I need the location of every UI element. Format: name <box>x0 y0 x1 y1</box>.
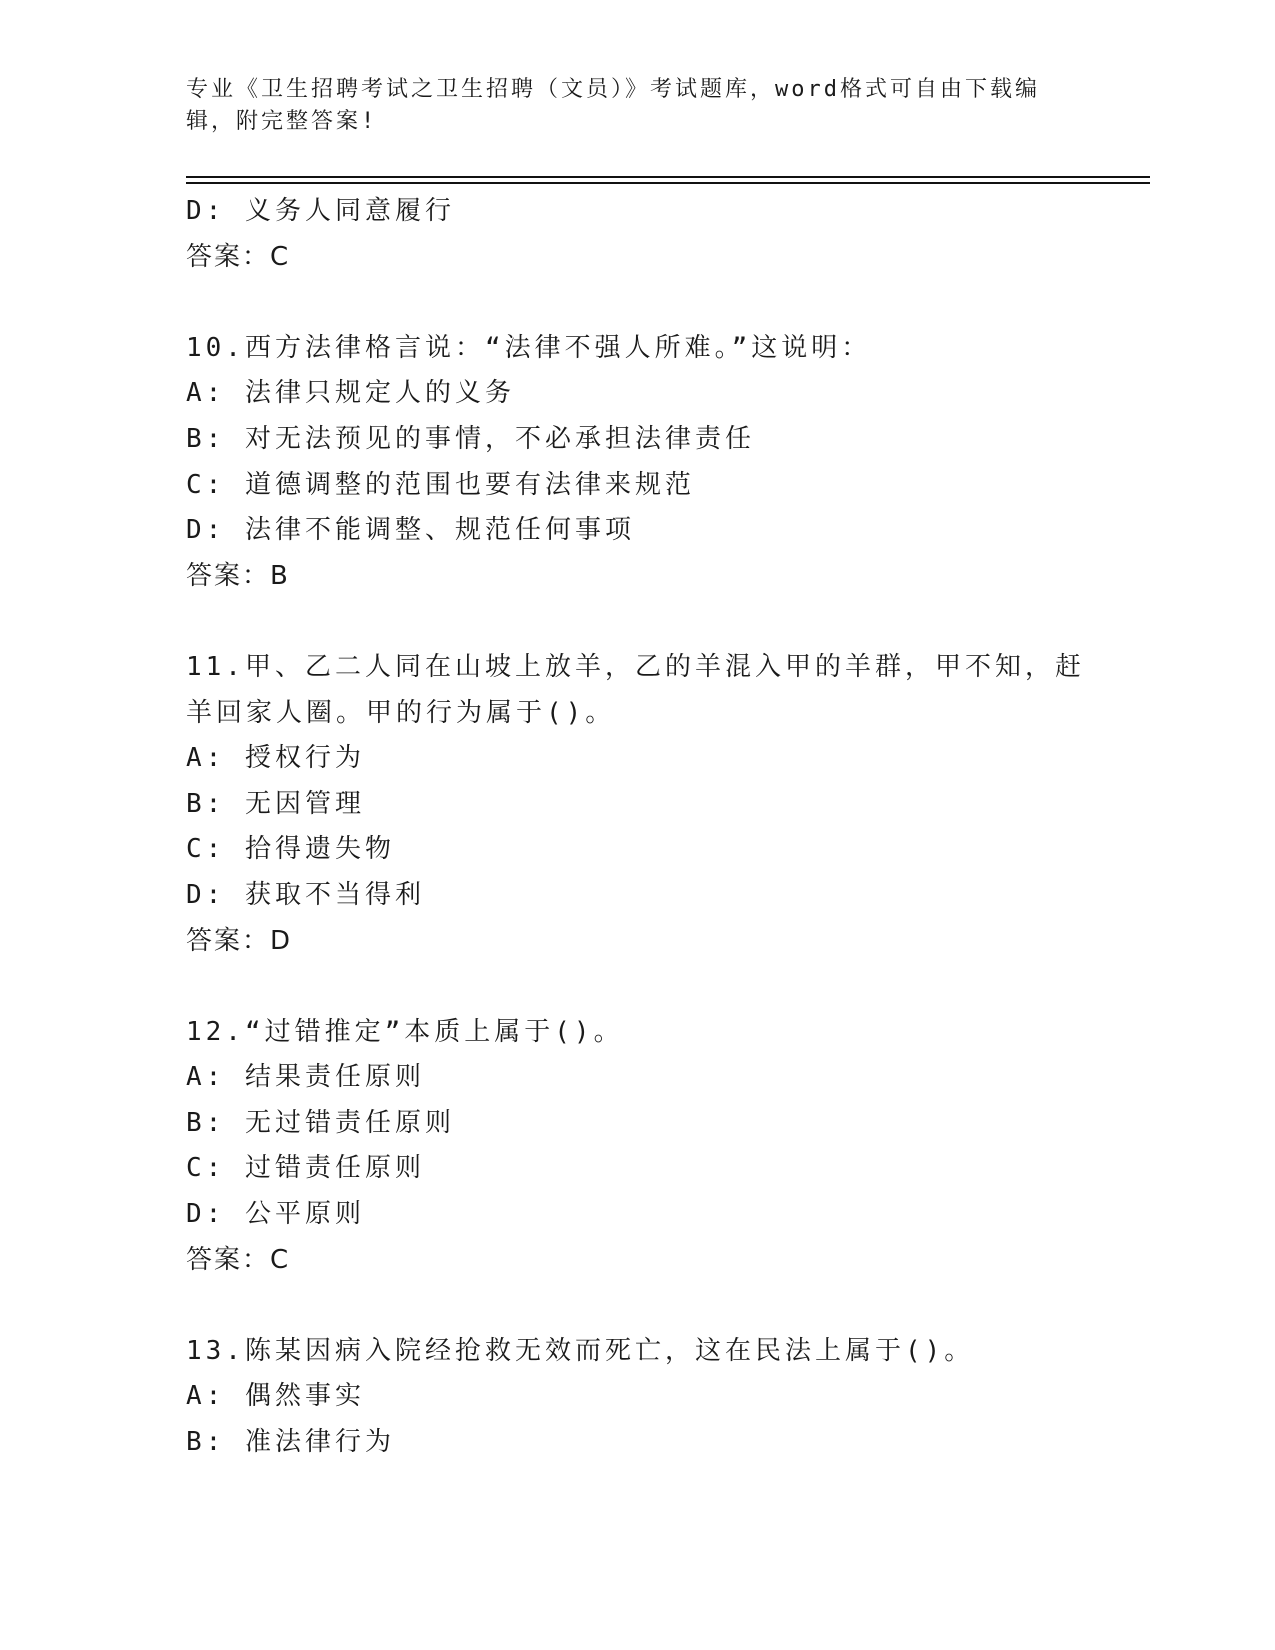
option-d: D: 义务人同意履行 <box>186 196 455 226</box>
question-stem: 12.“过错推定”本质上属于()。 <box>186 1016 624 1047</box>
question-stem: 11.甲、乙二人同在山坡上放羊，乙的羊混入甲的羊群，甲不知，赶羊回家人圈。甲的行为属于()。 <box>186 651 1085 728</box>
option-b: B: 对无法预见的事情，不必承担法律责任 <box>186 423 755 454</box>
option-b: B: 无因管理 <box>186 788 365 819</box>
answer: 答案：C <box>186 1244 291 1275</box>
option-d: D: 获取不当得利 <box>186 879 425 910</box>
spacer <box>186 280 1086 326</box>
option-b: B: 准法律行为 <box>186 1427 395 1458</box>
option-a: A: 授权行为 <box>186 743 365 774</box>
option-c: C: 过错责任原则 <box>186 1153 425 1184</box>
spacer <box>186 599 1086 645</box>
option-a: A: 偶然事实 <box>186 1381 365 1412</box>
question-10 <box>186 326 1086 600</box>
answer: 答案：B <box>186 560 290 591</box>
question-13 <box>186 1329 1086 1466</box>
header-divider-top <box>186 176 1150 178</box>
question-list <box>186 189 1086 1466</box>
answer: 答案：D <box>186 925 293 956</box>
option-c: C: 拾得遗失物 <box>186 834 395 865</box>
header-divider-bottom <box>186 182 1150 184</box>
question-stem: 10.西方法律格言说：“法律不强人所难。”这说明： <box>186 332 872 363</box>
option-a: A: 法律只规定人的义务 <box>186 378 515 409</box>
document-header: 专业《卫生招聘考试之卫生招聘（文员）》考试题库，word格式可自由下载编辑，附完整答案! <box>186 77 1040 134</box>
option-d: D: 公平原则 <box>186 1199 365 1230</box>
option-d: D: 法律不能调整、规范任何事项 <box>186 515 635 546</box>
answer: 答案：C <box>186 241 291 272</box>
spacer <box>186 964 1086 1010</box>
spacer <box>186 1283 1086 1329</box>
option-a: A: 结果责任原则 <box>186 1062 425 1093</box>
option-b: B: 无过错责任原则 <box>186 1107 455 1138</box>
question-12 <box>186 1010 1086 1284</box>
question-stem: 13.陈某因病入院经抢救无效而死亡，这在民法上属于()。 <box>186 1335 975 1366</box>
question-11 <box>186 645 1086 964</box>
option-c: C: 道德调整的范围也要有法律来规范 <box>186 469 695 500</box>
